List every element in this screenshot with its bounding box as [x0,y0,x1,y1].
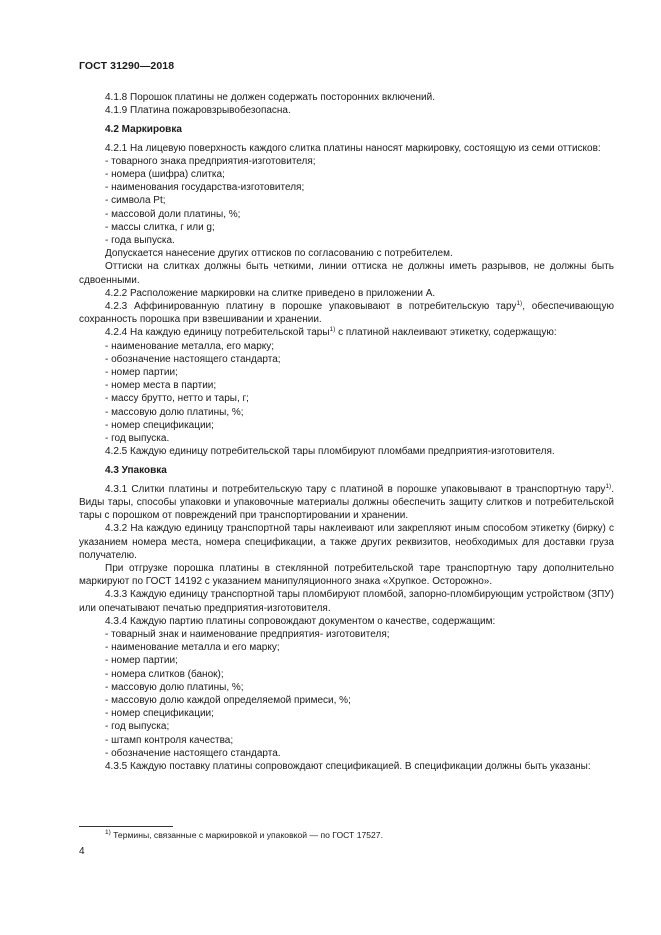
list-item: - массовую долю платины, %; [105,681,244,693]
list-item: - года выпуска. [105,235,175,247]
paragraph-4-3-2: 4.3.2 На каждую единицу транспортной тары наклеивают или закрепляют иным способом этикетку (бирку) с указанием номера места, номера спецификации, а также других реквизитов, необходимых для доставки груза получателю. [79,523,614,561]
paragraph-4-3-1: 4.3.1 Слитки платины и потребительскую тару с платиной в порошке упаковывают в транспортную тару$^{1)}$. Виды тары, способы упаковки и упаковочные материалы должны обеспечить защиту слитков и потребительской тары с порошком от повреждений при транспортировании и хранении. [79,482,614,522]
footnote-marker: 1) [105,829,111,836]
list-item: - номера слитков (банок); [105,668,224,680]
list-item: - наименование металла и его марку; [105,642,280,654]
list-item: - номер спецификации; [105,708,214,720]
footnote-text: Термины, связанные с маркировкой и упаковкой — по ГОСТ 17527. [110,830,383,840]
list-item: - год выпуска; [105,721,170,733]
paragraph-4-2-1: 4.2.1 На лицевую поверхность каждого слитка платины наносят маркировку, состоящую из семи оттисков: [105,142,601,154]
paragraph-4-1-9: 4.1.9 Платина пожаровзрывобезопасна. [105,105,291,117]
list-item: - символа Pt; [105,195,166,207]
footnote-ref: 1) [329,326,336,334]
list-item: - массы слитка, г или g; [105,221,215,233]
section-heading-marking: 4.2 Маркировка [105,124,182,136]
paragraph-4-3-5: 4.3.5 Каждую поставку платины сопровождают спецификацией. В спецификации должны быть указаны: [105,760,591,772]
quality-document-list [79,628,614,760]
list-item: - товарный знак и наименование предприятия- изготовителя; [105,628,390,640]
footnote-ref: 1) [605,482,612,490]
list-item: - номер партии; [105,655,178,667]
paragraph-glass-container: При отгрузке порошка платины в стеклянной потребительской таре транспортную тару дополнительно маркируют по ГОСТ 14192 с указанием манипуляционного знака «Хрупкое. Осторожно». [79,562,614,588]
list-item: - наименование металла, его марку; [105,340,275,352]
list-item: - номер спецификации; [105,419,214,431]
page-number: 4 [79,846,85,857]
paragraph-4-1-8: 4.1.8 Порошок платины не должен содержать посторонних включений. [105,92,436,103]
standard-header: ГОСТ 31290—2018 [79,60,175,72]
marking-list [79,155,614,247]
list-item: - наименования государства-изготовителя; [105,182,305,194]
list-item: - штамп контроля качества; [105,734,234,746]
paragraph-other-imprints: Допускается нанесение других оттисков по согласованию с потребителем. [105,248,453,260]
list-item: - массу брутто, нетто и тары, г; [105,393,249,405]
footnote-ref: 1) [516,300,523,308]
list-item: - обозначение настоящего стандарта. [105,747,281,759]
list-item: - массовой доли платины, %; [105,208,241,220]
label-contents-list [79,340,614,446]
paragraph-4-2-5: 4.2.5 Каждую единицу потребительской тары пломбируют пломбами предприятия-изготовителя. [105,446,555,458]
footnote-divider [79,826,173,827]
paragraph-4-2-3: 4.2.3 Аффинированную платину в порошке упаковывают в потребительскую тару$^{1)}$, обеспечивающую сохранность порошка при взвешивании и хранении. [79,300,614,326]
list-item: - массовую долю платины, %; [105,406,244,418]
list-item: - обозначение настоящего стандарта; [105,353,281,365]
section-heading-packaging: 4.3 Упаковка [105,465,167,477]
paragraph-4-2-2: 4.2.2 Расположение маркировки на слитке приведено в приложении А. [105,287,436,299]
list-item: - номер места в партии; [105,380,217,392]
paragraph-4-3-4: 4.3.4 Каждую партию платины сопровождают документом о качестве, содержащим: [105,615,496,627]
list-item: - номера (шифра) слитка; [105,169,225,181]
document-body [79,91,614,773]
list-item: - номер партии; [105,367,178,379]
list-item: - массовую долю каждой определяемой примеси, %; [105,694,351,706]
paragraph-imprint-quality: Оттиски на слитках должны быть четкими, линии оттиска не должны иметь разрывов, не должны быть сдвоенными. [79,261,614,286]
list-item: - товарного знака предприятия-изготовителя; [105,155,316,167]
paragraph-4-3-3: 4.3.3 Каждую единицу транспортной тары пломбируют пломбой, запорно-пломбирующим устройством (ЗПУ) или опечатывают печатью предприятия-изготовителя. [79,589,614,614]
footnote [79,830,614,841]
paragraph-4-2-4: 4.2.4 На каждую единицу потребительской тары$^{1)}$ с платиной наклеивают этикетку, содержащую: [105,326,557,339]
list-item: - год выпуска. [105,433,170,445]
